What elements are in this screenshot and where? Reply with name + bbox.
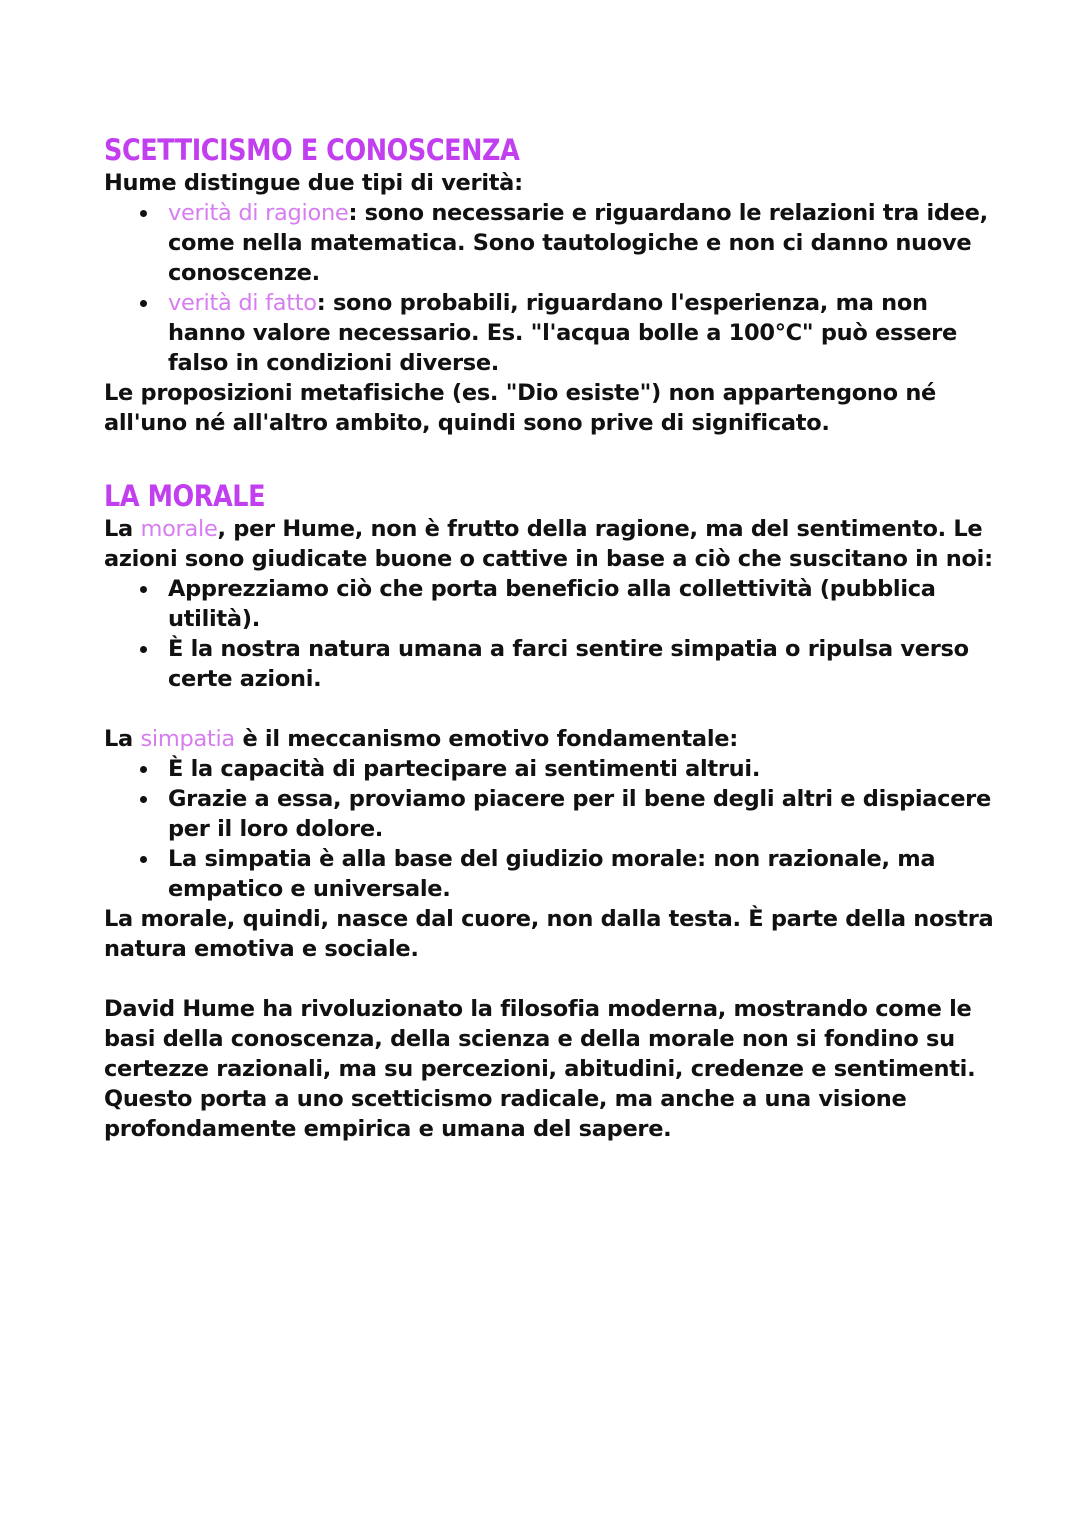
spacer — [104, 964, 994, 994]
intro-prefix: La — [104, 516, 141, 542]
bullet-icon — [140, 796, 147, 803]
list-item-text: : sono necessarie e riguardano le relazioni tra idee, come nella matematica. Sono tautologiche e non ci danno nuove conoscenze. — [168, 200, 988, 286]
list-item — [168, 784, 994, 844]
bullet-icon — [140, 586, 147, 593]
morale-list — [104, 574, 994, 694]
list-item-text: La simpatia è alla base del giudizio morale: non razionale, ma empatico e universale. — [168, 846, 936, 902]
simpatia-intro — [104, 724, 994, 754]
list-item-text: Grazie a essa, proviamo piacere per il bene degli altri e dispiacere per il loro dolore. — [168, 786, 991, 842]
section1-intro: Hume distingue due tipi di verità: — [104, 170, 523, 196]
notes-page — [104, 132, 994, 1144]
list-item — [168, 574, 994, 634]
highlight-term: simpatia — [140, 726, 235, 752]
section-title-scetticismo: SCETTICISMO E CONOSCENZA — [104, 133, 520, 167]
list-item — [168, 198, 994, 288]
list-item-text: È la nostra natura umana a farci sentire simpatia o ripulsa verso certe azioni. — [168, 636, 969, 692]
list-item — [168, 754, 994, 784]
spacer — [104, 438, 994, 478]
list-item-text: : sono probabili, riguardano l'esperienza, ma non hanno valore necessario. Es. "l'acqua bolle a 100°C" può essere falso in condizioni diverse. — [168, 290, 957, 376]
bullet-icon — [140, 210, 147, 217]
highlight-term: verità di fatto — [168, 290, 317, 316]
verita-list — [104, 198, 994, 378]
simpatia-list — [104, 754, 994, 904]
list-item-text: È la capacità di partecipare ai sentimenti altrui. — [168, 756, 761, 782]
bullet-icon — [140, 300, 147, 307]
spacer — [104, 694, 994, 724]
section-title-morale: LA MORALE — [104, 479, 266, 513]
section2-intro — [104, 514, 994, 574]
bullet-icon — [140, 766, 147, 773]
simpatia-prefix: La — [104, 726, 141, 752]
list-item — [168, 844, 994, 904]
section1-closing: Le proposizioni metafisiche (es. "Dio esiste") non appartengono né all'uno né all'altro ambito, quindi sono prive di significato. — [104, 380, 937, 436]
bullet-icon — [140, 856, 147, 863]
list-item-text: Apprezziamo ciò che porta beneficio alla collettività (pubblica utilità). — [168, 576, 936, 632]
highlight-term: verità di ragione — [168, 200, 349, 226]
conclusion-paragraph: David Hume ha rivoluzionato la filosofia moderna, mostrando come le basi della conoscenza, della scienza e della morale non si fondino su certezze razionali, ma su percezioni, abitudini, credenze e sentimenti. Questo porta a uno scetticismo radicale, ma anche a una visione profondamente empirica e umana del sapere. — [104, 996, 976, 1142]
highlight-term: morale — [140, 516, 218, 542]
bullet-icon — [140, 646, 147, 653]
list-item — [168, 288, 994, 378]
simpatia-suffix: è il meccanismo emotivo fondamentale: — [234, 726, 738, 752]
section2-closing: La morale, quindi, nasce dal cuore, non dalla testa. È parte della nostra natura emotiva e sociale. — [104, 906, 994, 962]
intro-suffix: , per Hume, non è frutto della ragione, ma del sentimento. Le azioni sono giudicate buone o cattive in base a ciò che suscitano in noi: — [104, 516, 993, 572]
list-item — [168, 634, 994, 694]
